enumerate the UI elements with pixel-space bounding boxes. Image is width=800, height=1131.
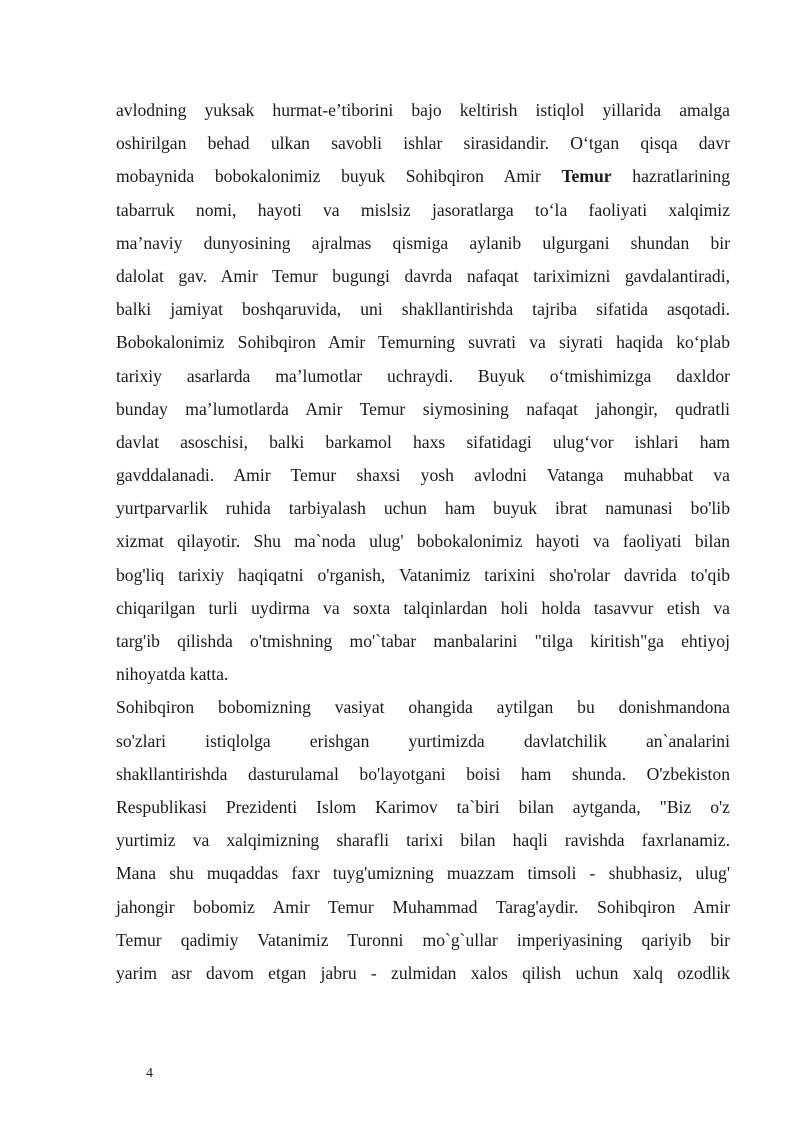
text-line: tabarruk nomi, hayoti va mislsiz jasoratlarga to‘la faoliyati xalqimiz: [116, 199, 730, 220]
text-line: so'zlari istiqlolga erishgan yurtimizda davlatchilik an`analarini: [116, 730, 730, 751]
text-line: davlat asoschisi, balki barkamol haxs sifatidagi ulug‘vor ishlari ham: [116, 431, 730, 452]
text-line: dalolat gav. Amir Temur bugungi davrda nafaqat tariximizni gavdalantiradi,: [116, 265, 730, 286]
body-text: [116, 94, 730, 990]
text-line: tarixiy asarlarda ma’lumotlar uchraydi. Buyuk o‘tmishimizga daxldor: [116, 365, 730, 386]
text-line: yurtimiz va xalqimizning sharafli tarixi bilan haqli ravishda faxrlanamiz.: [116, 830, 730, 851]
text-line: yarim asr davom etgan jabru - zulmidan xalos qilish uchun xalq ozodlik: [116, 962, 730, 983]
text-line: chiqarilgan turli uydirma va soxta talqinlardan holi holda tasavvur etish va: [116, 597, 730, 618]
text-line: shakllantirishda dasturulamal bo'layotgani boisi ham shunda. O'zbekiston: [116, 763, 730, 784]
text-line: yurtparvarlik ruhida tarbiyalash uchun ham buyuk ibrat namunasi bo'lib: [116, 498, 730, 519]
text-line: Temur qadimiy Vatanimiz Turonni mo`g`ullar imperiyasining qariyib bir: [116, 929, 730, 950]
bold-word: Temur: [561, 166, 612, 187]
text-line: Bobokalonimiz Sohibqiron Amir Temurning suvrati va siyrati haqida ko‘plab: [116, 332, 730, 353]
text-line: ma’naviy dunyosining ajralmas qismiga aylanib ulgurgani shundan bir: [116, 232, 730, 253]
text-line: avlodning yuksak hurmat-e’tiborini bajo keltirish istiqlol yillarida amalga: [116, 100, 730, 120]
text-line: xizmat qilayotir. Shu ma`noda ulug' bobokalonimiz hayoti va faoliyati bilan: [116, 531, 730, 552]
text-line: jahongir bobomiz Amir Temur Muhammad Tarag'aydir. Sohibqiron Amir: [116, 896, 730, 917]
text-line: bunday ma’lumotlarda Amir Temur siymosining nafaqat jahongir, qudratli: [116, 398, 730, 419]
text-line: targ'ib qilishda o'tmishning mo'`tabar manbalarini "tilga kiritish"ga ehtiyoj: [116, 631, 730, 651]
text-line: Sohibqiron bobomizning vasiyat ohangida aytilgan bu donishmandona: [116, 697, 730, 718]
text-segment: mobaynida bobokalonimiz buyuk Sohibqiron Amir: [116, 166, 562, 187]
page-number: 4: [146, 1066, 153, 1081]
text-line: Respublikasi Prezidenti Islom Karimov ta`biri bilan aytganda, "Biz o'z: [116, 796, 730, 817]
text-segment: hazratlarining: [611, 166, 730, 187]
text-line: Mana shu muqaddas faxr tuyg'umizning muazzam timsoli - shubhasiz, ulug': [116, 863, 730, 884]
text-line: bog'liq tarixiy haqiqatni o'rganish, Vatanimiz tarixini sho'rolar davrida to'qib: [116, 564, 730, 585]
text-line: gavddalanadi. Amir Temur shaxsi yosh avlodni Vatanga muhabbat va: [116, 465, 730, 486]
text-line: oshirilgan behad ulkan savobli ishlar sirasidandir. O‘tgan qisqa davr: [116, 133, 730, 154]
text-line: balki jamiyat boshqaruvida, uni shakllantirishda tajriba sifatida asqotadi.: [116, 299, 730, 320]
text-line: nihoyatda katta.: [116, 664, 229, 685]
text-line: [116, 160, 730, 193]
